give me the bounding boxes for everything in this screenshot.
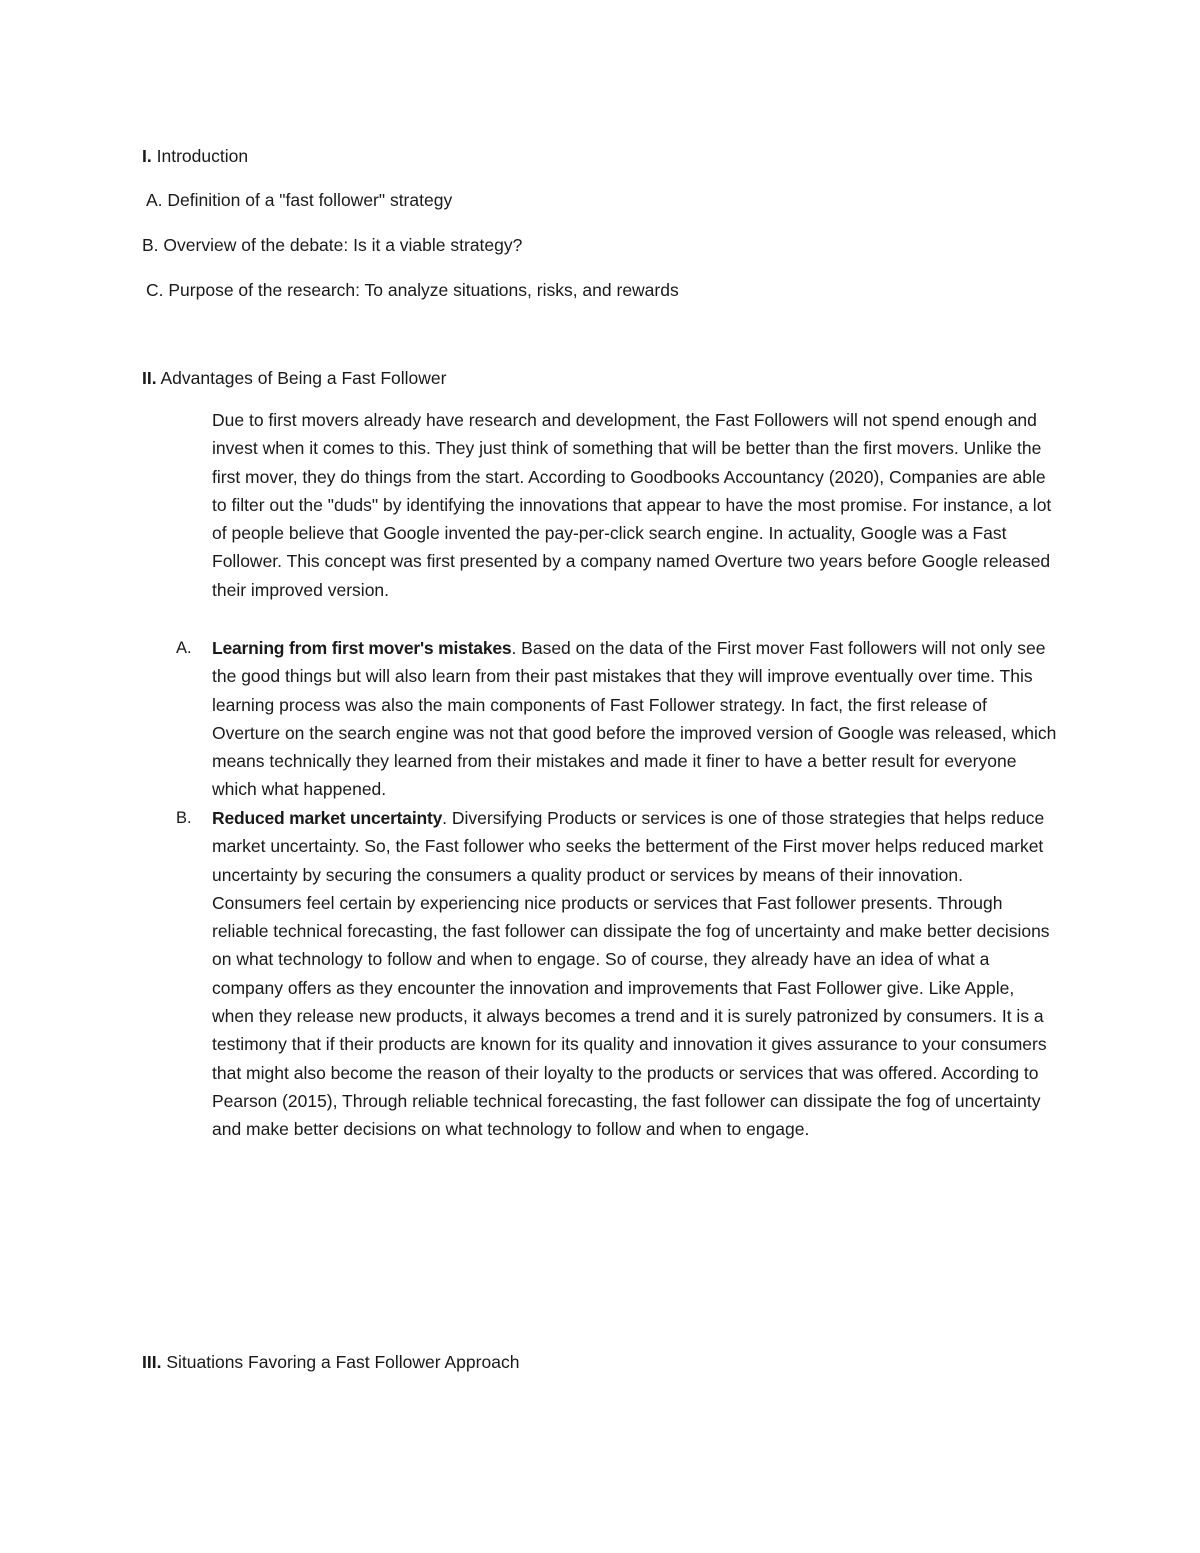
section-numeral: II.	[142, 368, 157, 388]
outline-label: C.	[146, 280, 164, 300]
section-title: Advantages of Being a Fast Follower	[160, 368, 447, 388]
point-a-lead: Learning from first mover's mistakes	[212, 638, 512, 658]
outline-label: A.	[146, 190, 163, 210]
section-title: Introduction	[156, 146, 249, 166]
section-heading-situations	[142, 1350, 519, 1374]
outline-item-a	[146, 188, 452, 212]
advantages-intro-paragraph: Due to first movers already have research and development, the Fast Followers will not spend enough and invest when it comes to this. They just think of something that will be better than the first movers. Unlike the first mover, they do things from the start. According to Goodbooks Accountancy (2020), Companies are able to filter out the "duds" by identifying the innovations that appear to have the most promise. For instance, a lot of people believe that Google invented the pay-per-click search engine. In actuality, Google was a Fast Follower. This concept was first presented by a company named Overture two years before Google released their improved version.	[212, 410, 1052, 600]
outline-text: Definition of a "fast follower" strategy	[167, 190, 453, 210]
outline-item-b	[142, 233, 522, 257]
outline-item-c	[146, 278, 679, 302]
point-b-paragraph	[212, 804, 1057, 1144]
point-label-b: B.	[176, 809, 192, 827]
outline-text: Overview of the debate: Is it a viable strategy?	[163, 235, 523, 255]
section-heading-advantages	[142, 366, 447, 390]
point-b-lead: Reduced market uncertainty	[212, 808, 443, 828]
point-a-paragraph	[212, 634, 1057, 804]
section-numeral: I.	[142, 146, 152, 166]
outline-label: B.	[142, 235, 159, 255]
section-heading-introduction	[142, 144, 248, 168]
section-title: Situations Favoring a Fast Follower Approach	[166, 1352, 520, 1372]
section-numeral: III.	[142, 1352, 162, 1372]
outline-text: Purpose of the research: To analyze situations, risks, and rewards	[168, 280, 679, 300]
point-b-text: . Diversifying Products or services is one of those strategies that helps reduce market uncertainty. So, the Fast follower who seeks the betterment of the First mover helps reduced market uncertainty by securing the consumers a quality product or services by means of their innovation. Consumers feel certain by experiencing nice products or services that Fast follower presents. Through reliable technical forecasting, the fast follower can dissipate the fog of uncertainty and make better decisions on what technology to follow and when to engage. So of course, they already have an idea of what a company offers as they encounter the innovation and improvements that Fast Follower give. Like Apple, when they release new products, it always becomes a trend and it is surely patronized by consumers. It is a testimony that if their products are known for its quality and innovation it gives assurance to your consumers that might also become the reason of their loyalty to the products or services that was offered. According to Pearson (2015), Through reliable technical forecasting, the fast follower can dissipate the fog of uncertainty and make better decisions on what technology to follow and when to engage.	[212, 808, 1050, 1140]
point-a-text: . Based on the data of the First mover Fast followers will not only see the good things but will also learn from their past mistakes that they will improve eventually over time. This learning process was also the main components of Fast Follower strategy. In fact, the first release of Overture on the search engine was not that good before the improved version of Google was released, which means technically they learned from their mistakes and made it finer to have a better result for everyone which what happened.	[212, 638, 1057, 800]
point-label-a: A.	[176, 639, 192, 657]
